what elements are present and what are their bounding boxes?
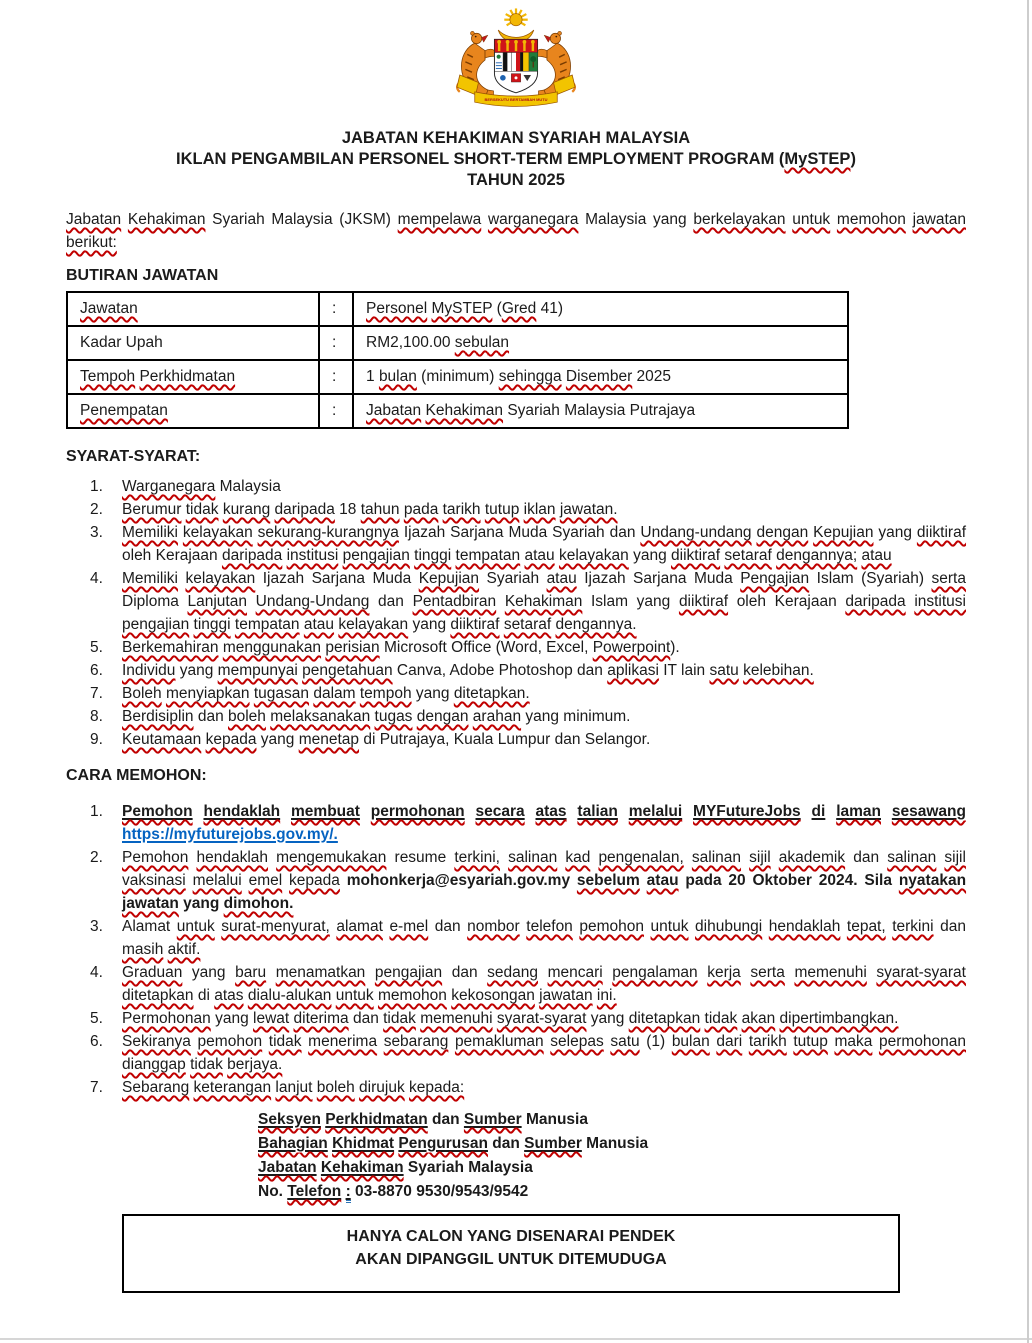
notice-line: AKAN DIPANGGIL UNTUK DITEMUDUGA <box>355 1251 667 1268</box>
item-number: 6. <box>90 662 103 679</box>
title-line: JABATAN KEHAKIMAN SYARIAH MALAYSIA <box>341 129 691 147</box>
malaysia-coat-of-arms <box>441 7 591 113</box>
crest-shield-icon <box>494 39 537 92</box>
table-row <box>67 360 848 394</box>
section-heading-butiran-jawatan: BUTIRAN JAWATAN <box>66 267 219 284</box>
item-number: 2. <box>90 501 103 518</box>
notice-line: HANYA CALON YANG DISENARAI PENDEK <box>346 1228 676 1245</box>
row-label: Kadar Upah <box>67 326 319 360</box>
requirement-item <box>66 498 966 521</box>
application-step-item <box>66 1007 966 1030</box>
notice-box <box>122 1214 900 1293</box>
item-number: 7. <box>90 685 103 702</box>
application-step-item <box>66 961 966 1007</box>
contact-line: Bahagian Khidmat Pengurusan dan Sumber Manusia <box>258 1135 649 1152</box>
contact-line: Seksyen Perkhidmatan dan Sumber Manusia <box>258 1111 588 1128</box>
item-text: Sekiranya pemohon tidak menerima sebarang pemakluman selepas satu (1) bulan dari tarikh tutup maka permohonan dianggap tidak berjaya. <box>122 1033 966 1073</box>
item-text: Permohonan yang lewat diterima dan tidak memenuhi syarat-syarat yang ditetapkan tidak akan dipertimbangkan. <box>122 1010 899 1027</box>
application-step-item <box>66 1030 966 1076</box>
row-label: Jawatan <box>67 292 319 326</box>
item-number: 5. <box>90 639 103 656</box>
application-step-item <box>66 1076 966 1099</box>
contact-line: Jabatan Kehakiman Syariah Malaysia <box>258 1159 533 1176</box>
item-number: 3. <box>90 524 103 541</box>
item-text: Berumur tidak kurang daripada 18 tahun pada tarikh tutup iklan jawatan. <box>122 501 618 518</box>
item-number: 1. <box>90 803 103 820</box>
row-label: Penempatan <box>67 394 319 428</box>
item-number: 9. <box>90 731 103 748</box>
application-step-item <box>66 846 966 915</box>
item-text: Memiliki kelayakan Ijazah Sarjana Muda Kepujian Syariah atau Ijazah Sarjana Muda Pengajian Islam (Syariah) serta Diploma Lanjutan Undang-Undang dan Pentadbiran Kehakiman Islam yang diiktiraf oleh Kerajaan daripada institusi pengajian tinggi tempatan atau kelayakan yang diiktiraf setaraf dengannya. <box>122 570 966 633</box>
item-number: 8. <box>90 708 103 725</box>
requirement-item <box>66 728 966 751</box>
crest-motto-text: BERSEKUTU BERTAMBAH MUTU <box>484 96 548 102</box>
title-line: IKLAN PENGAMBILAN PERSONEL SHORT-TERM EMPLOYMENT PROGRAM (MySTEP) <box>176 150 856 168</box>
title-line: TAHUN 2025 <box>467 171 565 189</box>
row-value: Personel MySTEP (Gred 41) <box>353 292 848 326</box>
item-number: 4. <box>90 964 103 981</box>
row-colon: : <box>319 360 353 394</box>
item-number: 4. <box>90 570 103 587</box>
item-text: Memiliki kelayakan sekurang-kurangnya Ijazah Sarjana Muda Syariah dan Undang-undang dengan Kepujian yang diiktiraf oleh Kerajaan daripada institusi pengajian tinggi tempatan atau kelayakan yang diiktiraf setaraf dengannya; atau <box>122 524 967 564</box>
contact-line: No. Telefon : 03-8870 9530/9543/9542 <box>258 1180 966 1204</box>
application-steps-list <box>66 800 966 1099</box>
row-value: 1 bulan (minimum) sehingga Disember 2025 <box>353 360 848 394</box>
item-text: Berdisiplin dan boleh melaksanakan tugas dengan arahan yang minimum. <box>122 708 631 725</box>
table-row <box>67 326 848 360</box>
intro-paragraph: Jabatan Kehakiman Syariah Malaysia (JKSM) mempelawa warganegara Malaysia yang berkelayakan untuk memohon jawatan berikut: <box>66 211 966 251</box>
item-number: 2. <box>90 849 103 866</box>
item-number: 3. <box>90 918 103 935</box>
requirement-item <box>66 659 966 682</box>
website-link[interactable]: https://myfuturejobs.gov.my/. <box>122 826 338 843</box>
item-number: 1. <box>90 478 103 495</box>
table-row <box>67 292 848 326</box>
contact-block <box>258 1108 966 1204</box>
row-value: RM2,100.00 sebulan <box>353 326 848 360</box>
row-colon: : <box>319 326 353 360</box>
row-colon: : <box>319 292 353 326</box>
item-number: 6. <box>90 1033 103 1050</box>
item-text: Pemohon hendaklah membuat permohonan secara atas talian melalui MYFutureJobs di laman sesawang https://myfuturejobs.gov.my/. <box>122 803 966 843</box>
application-step-item <box>66 915 966 961</box>
application-step-item <box>66 800 966 846</box>
item-text: Warganegara Malaysia <box>122 478 281 495</box>
item-text: Individu yang mempunyai pengetahuan Canva, Adobe Photoshop dan aplikasi IT lain satu kelebihan. <box>122 662 814 679</box>
item-number: 5. <box>90 1010 103 1027</box>
item-text: Keutamaan kepada yang menetap di Putrajaya, Kuala Lumpur dan Selangor. <box>122 731 651 748</box>
requirement-item <box>66 682 966 705</box>
job-details-table <box>66 291 849 429</box>
table-row <box>67 394 848 428</box>
requirement-item <box>66 636 966 659</box>
requirement-item <box>66 475 966 498</box>
row-label: Tempoh Perkhidmatan <box>67 360 319 394</box>
item-text: Boleh menyiapkan tugasan dalam tempoh yang ditetapkan. <box>122 685 530 702</box>
crest-sun-icon <box>504 8 527 25</box>
section-heading-syarat-syarat: SYARAT-SYARAT: <box>66 448 201 465</box>
document-body <box>66 208 966 1293</box>
item-text: Pemohon hendaklah mengemukakan resume terkini, salinan kad pengenalan, salinan sijil akademik dan salinan sijil vaksinasi melalui emel kepada mohonkerja@esyariah.gov.my sebelum atau pada 20 Oktober 2024. Sila nyatakan jawatan yang dimohon. <box>122 849 967 912</box>
document-title <box>0 128 1032 191</box>
item-text: Berkemahiran menggunakan perisian Microsoft Office (Word, Excel, Powerpoint). <box>122 639 680 656</box>
requirement-item <box>66 567 966 636</box>
row-colon: : <box>319 394 353 428</box>
item-number: 7. <box>90 1079 103 1096</box>
item-text: Alamat untuk surat-menyurat, alamat e-mel dan nombor telefon pemohon untuk dihubungi hendaklah tepat, terkini dan masih aktif. <box>122 918 966 958</box>
requirement-item <box>66 521 966 567</box>
crest-wrapper <box>0 0 1032 113</box>
row-value: Jabatan Kehakiman Syariah Malaysia Putrajaya <box>353 394 848 428</box>
requirement-item <box>66 705 966 728</box>
section-heading-cara-memohon: CARA MEMOHON: <box>66 767 207 784</box>
requirements-list <box>66 475 966 751</box>
item-text: Graduan yang baru menamatkan pengajian dan sedang mencari pengalaman kerja serta memenuhi syarat-syarat ditetapkan di atas dialu-alukan untuk memohon kekosongan jawatan ini. <box>122 964 966 1004</box>
item-text: Sebarang keterangan lanjut boleh dirujuk kepada: <box>122 1079 465 1096</box>
